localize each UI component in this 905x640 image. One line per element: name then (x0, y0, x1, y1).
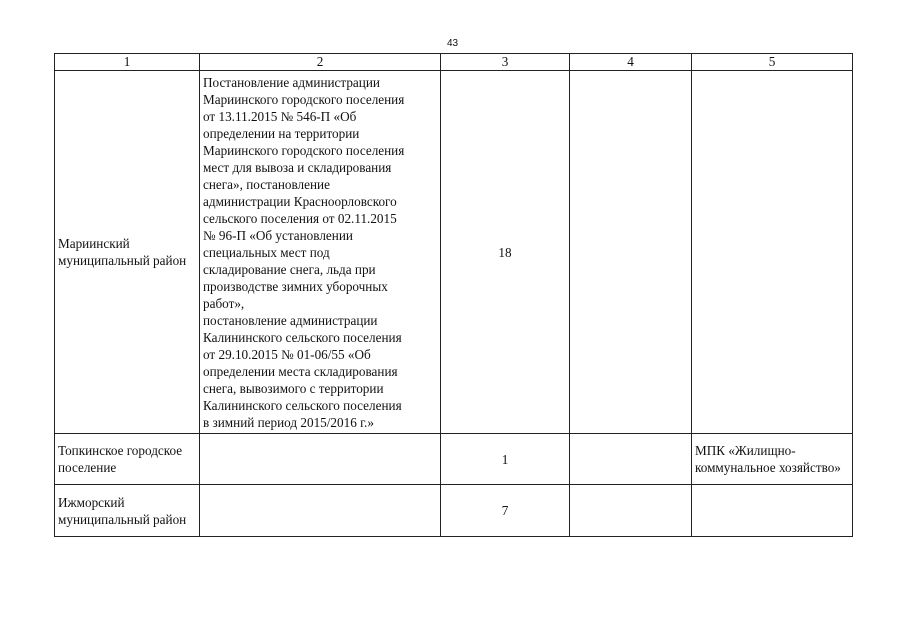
column-4-cell (570, 434, 692, 485)
regulation-line: администрации Красноорловского (203, 193, 397, 209)
regulation-line: в зимний период 2015/2016 г.» (203, 414, 374, 430)
regulation-cell (200, 434, 441, 485)
data-table (54, 53, 853, 537)
regulation-cell (200, 485, 441, 537)
regulation-line: Мариинского городского поселения (203, 91, 405, 107)
header-row (55, 54, 853, 71)
header-cell-3: 3 (441, 54, 570, 71)
regulation-line: от 13.11.2015 № 546-П «Об (203, 108, 357, 124)
regulation-line: снега», постановление (203, 176, 330, 192)
header-cell-1: 1 (55, 54, 200, 71)
regulation-line: определении места складирования (203, 363, 398, 379)
regulation-line: Калининского сельского поселения (203, 397, 402, 413)
district-cell: Топкинское городское поселение (55, 434, 200, 485)
regulation-line: производстве зимних уборочных (203, 278, 388, 294)
regulation-line: определении на территории (203, 125, 360, 141)
district-cell: Мариинский муниципальный район (55, 71, 200, 434)
header-cell-2: 2 (200, 54, 441, 71)
regulation-line: снега, вывозимого с территории (203, 380, 384, 396)
regulation-line: Мариинского городского поселения (203, 142, 405, 158)
count-cell: 1 (441, 434, 570, 485)
operator-cell (692, 71, 853, 434)
district-cell: Ижморский муниципальный район (55, 485, 200, 537)
header-cell-5: 5 (692, 54, 853, 71)
operator-cell (692, 485, 853, 537)
header-cell-4: 4 (570, 54, 692, 71)
regulation-line: специальных мест под (203, 244, 330, 260)
operator-cell: МПК «Жилищно-коммунальное хозяйство» (692, 434, 853, 485)
regulation-line: от 29.10.2015 № 01-06/55 «Об (203, 346, 371, 362)
regulation-line: Калининского сельского поселения (203, 329, 402, 345)
regulation-line: складирование снега, льда при (203, 261, 376, 277)
regulation-line: сельского поселения от 02.11.2015 (203, 210, 397, 226)
regulation-line: № 96-П «Об установлении (203, 227, 353, 243)
column-4-cell (570, 485, 692, 537)
regulation-line: работ», (203, 295, 245, 311)
page-number: 43 (446, 38, 459, 49)
column-4-cell (570, 71, 692, 434)
count-cell: 18 (441, 71, 570, 434)
table-row (55, 434, 853, 485)
table-row (55, 71, 853, 434)
regulation-line: Постановление администрации (203, 74, 380, 90)
regulation-line: постановление администрации (203, 312, 378, 328)
table-row (55, 485, 853, 537)
regulation-cell (200, 71, 441, 434)
count-cell: 7 (441, 485, 570, 537)
regulation-line: мест для вывоза и складирования (203, 159, 392, 175)
